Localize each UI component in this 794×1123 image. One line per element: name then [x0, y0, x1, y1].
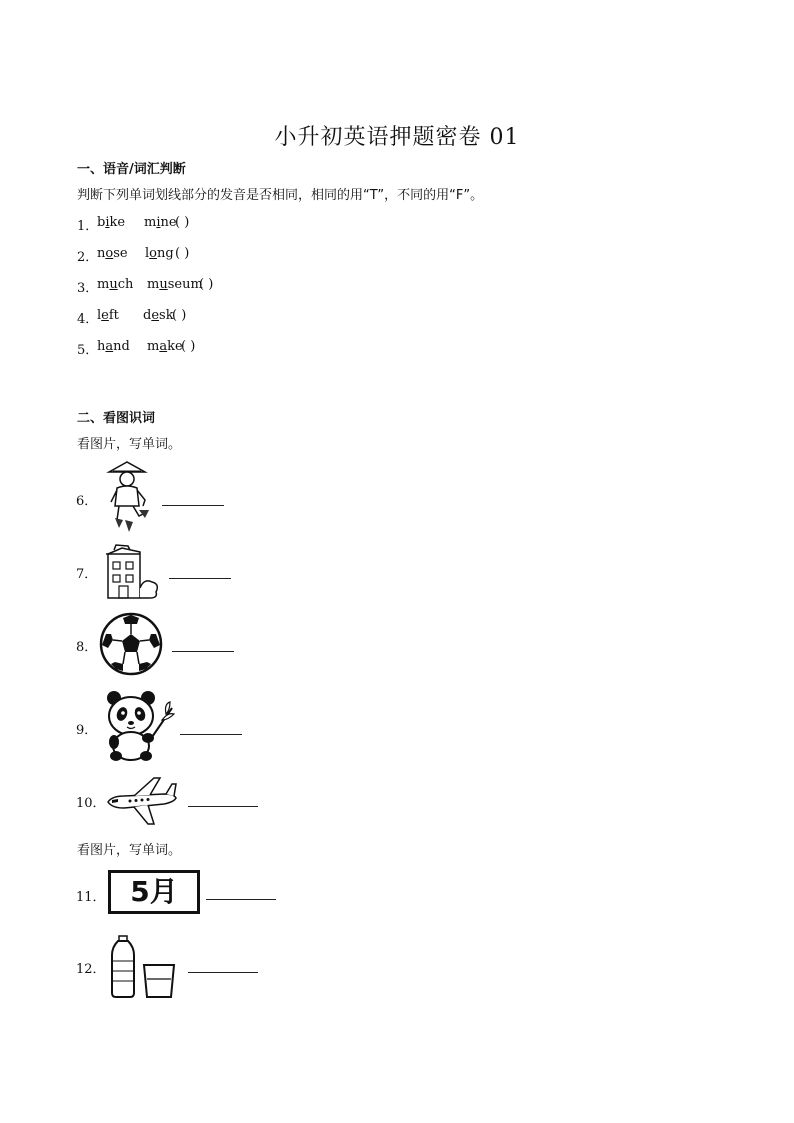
- word-1: hand: [97, 339, 130, 354]
- question-number: 11．: [76, 890, 106, 905]
- question-number: 12．: [76, 962, 106, 977]
- question-number: 10．: [76, 796, 106, 811]
- answer-paren[interactable]: ( ): [199, 277, 214, 292]
- answer-blank[interactable]: [188, 806, 258, 807]
- word-1: nose: [97, 246, 128, 261]
- page-title: 小升初英语押题密卷 01: [274, 125, 520, 150]
- answer-blank[interactable]: [206, 899, 276, 900]
- answer-blank[interactable]: [172, 651, 234, 652]
- panda-icon: [102, 690, 176, 762]
- question-number: 3．: [77, 281, 99, 296]
- word-1: bike: [97, 215, 126, 230]
- section1-heading: 一、语音/词汇判断: [77, 162, 186, 177]
- may-calendar-icon: 5月: [108, 870, 200, 914]
- question-number: 5．: [77, 343, 99, 358]
- question-number: 9．: [76, 723, 98, 738]
- football-icon: [99, 612, 163, 676]
- question-number: 2．: [77, 250, 99, 265]
- answer-paren[interactable]: ( ): [181, 339, 196, 354]
- section2-instruction: 看图片，写单词。: [77, 437, 182, 452]
- question-number: 4．: [77, 312, 99, 327]
- question-number: 8．: [76, 640, 98, 655]
- answer-blank[interactable]: [169, 578, 231, 579]
- question-number: 6．: [76, 494, 98, 509]
- question-number: 7．: [76, 567, 98, 582]
- farmer-icon: [103, 460, 153, 534]
- building-icon: [102, 544, 160, 600]
- answer-blank[interactable]: [180, 734, 242, 735]
- answer-paren[interactable]: ( ): [175, 246, 190, 261]
- answer-blank[interactable]: [162, 505, 224, 506]
- word-2: museum: [147, 277, 203, 292]
- section2-instruction-2: 看图片，写单词。: [77, 843, 182, 858]
- word-1: much: [97, 277, 134, 292]
- section1-instruction: 判断下列单词划线部分的发音是否相同，相同的用“T”，不同的用“F”。: [77, 188, 484, 203]
- word-2: make: [147, 339, 183, 354]
- answer-blank[interactable]: [188, 972, 258, 973]
- word-2: desk: [143, 308, 174, 323]
- airplane-icon: [104, 774, 178, 826]
- question-number: 1．: [77, 219, 99, 234]
- water-icon: [110, 935, 176, 999]
- word-2: mine: [144, 215, 177, 230]
- word-1: left: [97, 308, 119, 323]
- word-2: long: [145, 246, 174, 261]
- answer-paren[interactable]: ( ): [175, 215, 190, 230]
- section2-heading: 二、看图识词: [77, 411, 156, 426]
- answer-paren[interactable]: ( ): [172, 308, 187, 323]
